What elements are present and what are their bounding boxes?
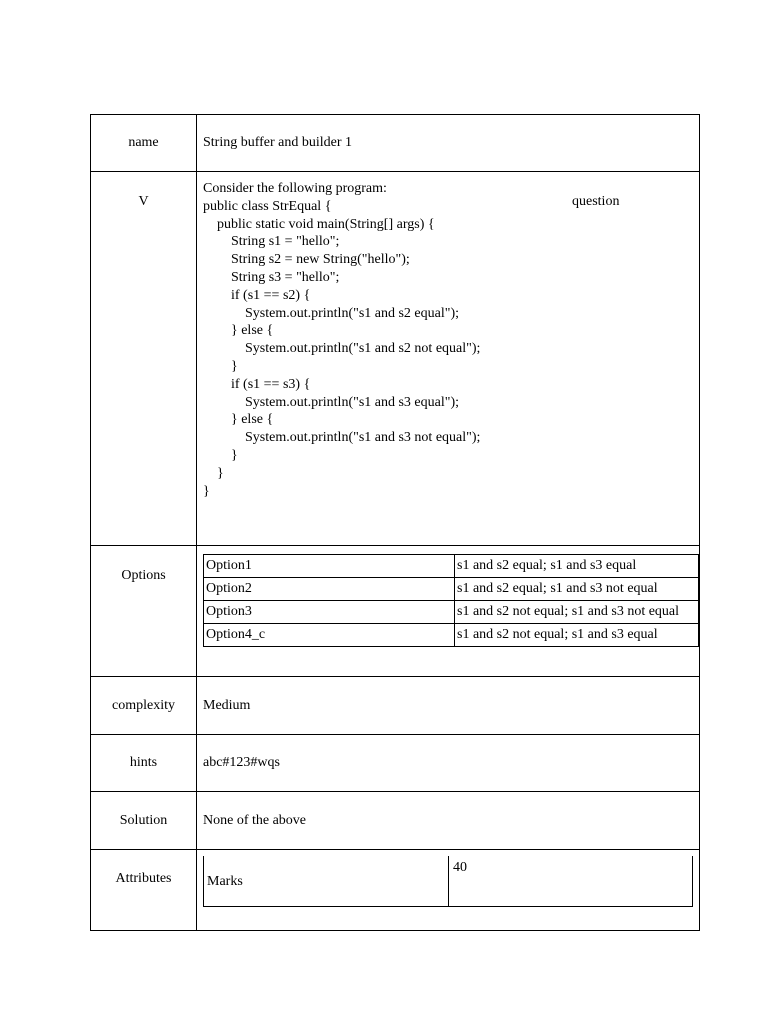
question-text — [203, 180, 695, 500]
question-tag: question — [572, 194, 620, 209]
label-attributes — [91, 850, 197, 930]
label-attributes-text: Attributes — [115, 871, 172, 886]
option-key: Option1 — [204, 555, 455, 578]
row-solution — [91, 792, 699, 850]
label-options — [91, 546, 197, 676]
row-attributes — [91, 850, 699, 930]
value-attributes — [198, 850, 699, 930]
question-line: System.out.println("s1 and s3 equal"); — [203, 394, 460, 410]
attribute-value: 40 — [453, 860, 467, 875]
attributes-table — [203, 856, 693, 907]
label-complexity: complexity — [91, 677, 197, 734]
options-table — [203, 554, 699, 647]
option-row — [204, 624, 699, 647]
option-key: Option3 — [204, 601, 455, 624]
option-value: s1 and s2 not equal; s1 and s3 not equal — [455, 601, 699, 624]
row-hints — [91, 735, 699, 792]
row-options — [91, 546, 699, 677]
option-value: s1 and s2 equal; s1 and s3 equal — [455, 555, 699, 578]
option-value: s1 and s2 not equal; s1 and s3 equal — [455, 624, 699, 647]
question-line: } — [203, 465, 224, 481]
label-name: name — [91, 115, 197, 171]
option-row — [204, 601, 699, 624]
value-question — [198, 172, 699, 545]
question-line: } — [203, 447, 238, 463]
question-line: String s3 = "hello"; — [203, 269, 340, 285]
label-solution: Solution — [91, 792, 197, 849]
question-line: Consider the following program: — [203, 181, 387, 196]
value-solution: None of the above — [203, 812, 307, 828]
question-line: } — [203, 483, 210, 499]
question-line: String s2 = new String("hello"); — [203, 252, 410, 268]
row-name — [91, 115, 699, 172]
option-row — [204, 555, 699, 578]
question-line: System.out.println("s1 and s3 not equal"); — [203, 430, 481, 446]
attribute-key-cell — [204, 856, 449, 906]
question-line: if (s1 == s2) { — [203, 287, 311, 303]
label-options-text: Options — [121, 568, 166, 583]
value-name: String buffer and builder 1 — [203, 135, 353, 150]
option-key: Option2 — [204, 578, 455, 601]
question-line: public class StrEqual { — [203, 198, 332, 214]
question-line: System.out.println("s1 and s2 not equal"); — [203, 341, 481, 357]
attribute-key: Marks — [207, 874, 243, 889]
question-line: System.out.println("s1 and s2 equal"); — [203, 305, 460, 321]
question-line: if (s1 == s3) { — [203, 376, 311, 392]
question-line: } else { — [203, 412, 274, 428]
question-line: public static void main(String[] args) { — [203, 216, 435, 232]
value-hints: abc#123#wqs — [203, 755, 280, 770]
label-question — [91, 172, 197, 545]
option-key: Option4_c — [204, 624, 455, 647]
label-hints: hints — [91, 735, 197, 791]
value-complexity: Medium — [203, 697, 251, 713]
question-table — [90, 114, 700, 931]
question-line: } — [203, 358, 238, 374]
label-question-text: V — [138, 194, 149, 209]
option-row — [204, 578, 699, 601]
option-value: s1 and s2 equal; s1 and s3 not equal — [455, 578, 699, 601]
row-question — [91, 172, 699, 546]
question-line: } else { — [203, 323, 274, 339]
row-complexity — [91, 677, 699, 735]
question-line: String s1 = "hello"; — [203, 234, 340, 250]
value-options — [198, 546, 699, 676]
